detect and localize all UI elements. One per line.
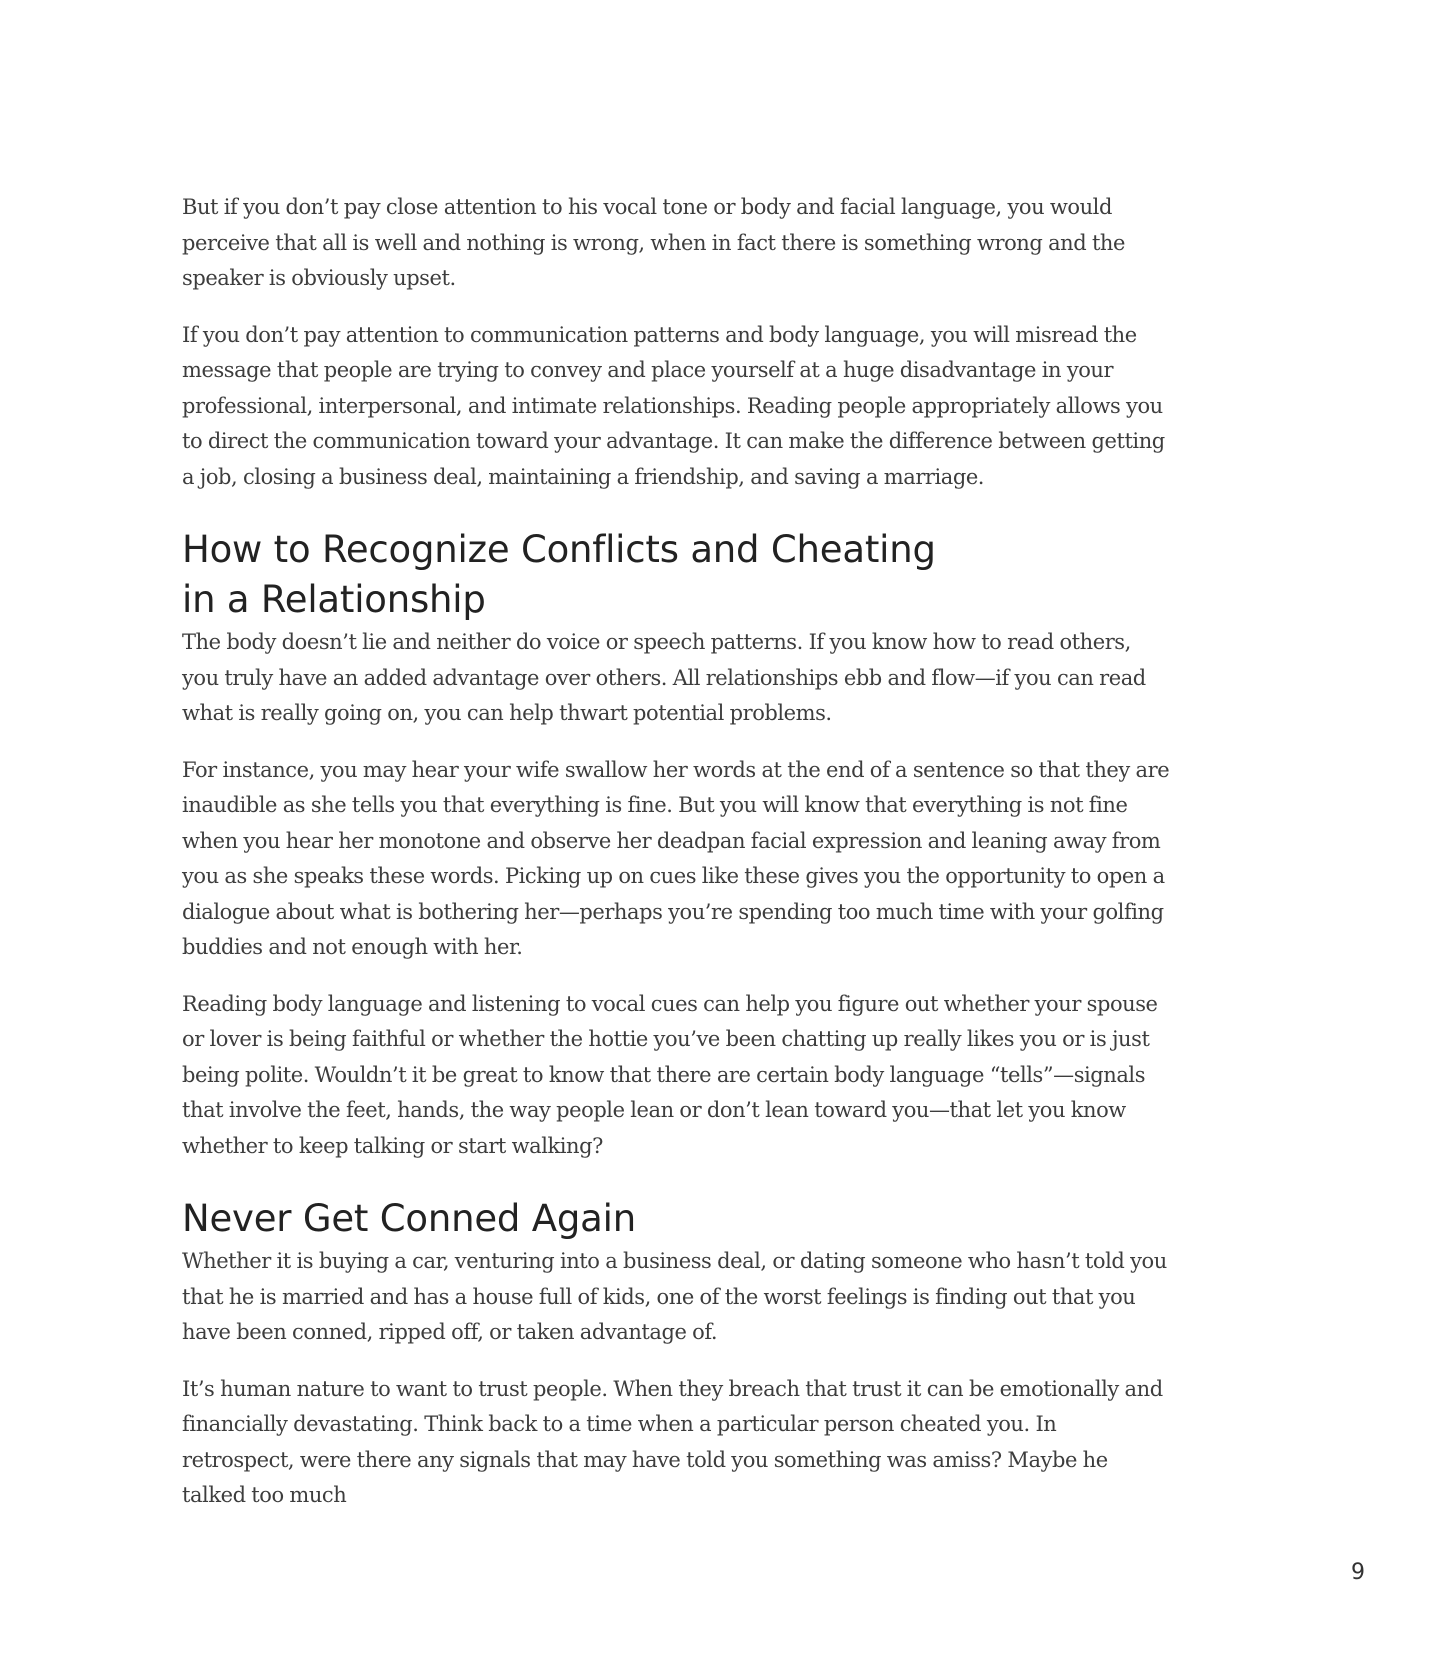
relationship-paragraph-1: The body doesn’t lie and neither do voice or speech patterns. If you know how to read others, you truly have an added advantage over others. All relationships ebb and flow—if you can read what is really going on, you can help thwart potential problems. bbox=[182, 630, 1146, 725]
heading-line-2: in a Relationship bbox=[182, 578, 486, 621]
conned-paragraph-2: It’s human nature to want to trust people. When they breach that trust it can be emotionally and financially devastating. Think back to a time when a particular person cheated you. In retrospect, were there any signals that may have told you something was amiss? Maybe he talked too much bbox=[182, 1376, 1163, 1507]
heading-text: Never Get Conned Again bbox=[182, 1197, 636, 1240]
intro-paragraph-2: If you don’t pay attention to communication patterns and body language, you will misread the message that people are trying to convey and place yourself at a huge disadvantage in your professional, interpersonal, and intimate relationships. Reading people appropriately allows you to direct the communication toward your advantage. It can make the difference between getting a job, closing a business deal, maintaining a friendship, and saving a marriage. bbox=[182, 322, 1165, 489]
page-body bbox=[182, 190, 1172, 1535]
section-heading-conned bbox=[182, 1194, 1172, 1244]
relationship-paragraph-2: For instance, you may hear your wife swallow her words at the end of a sentence so that they are inaudible as she tells you that everything is fine. But you will know that everything is not fine when you hear her monotone and observe her deadpan facial expression and leaning away from you as she speaks these words. Picking up on cues like these gives you the opportunity to open a dialogue about what is bothering her—perhaps you’re spending too much time with your golfing buddies and not enough with her. bbox=[182, 757, 1170, 959]
intro-paragraph-1: But if you don’t pay close attention to his vocal tone or body and facial language, you would perceive that all is well and nothing is wrong, when in fact there is something wrong and the speaker is obviously upset. bbox=[182, 195, 1125, 290]
heading-line-1: How to Recognize Conflicts and Cheating bbox=[182, 528, 936, 571]
section-heading-relationship bbox=[182, 525, 1172, 625]
conned-paragraph-1: Whether it is buying a car, venturing into a business deal, or dating someone who hasn’t told you that he is married and has a house full of kids, one of the worst feelings is finding out that you have been conned, ripped off, or taken advantage of. bbox=[182, 1249, 1167, 1344]
relationship-paragraph-3: Reading body language and listening to vocal cues can help you figure out whether your spouse or lover is being faithful or whether the hottie you’ve been chatting up really likes you or is just being polite. Wouldn’t it be great to know that there are certain body language “tells”—signals that involve the feet, hands, the way people lean or don’t lean toward you—that let you know whether to keep talking or start walking? bbox=[182, 991, 1158, 1158]
page-number: 9 bbox=[1351, 1560, 1365, 1585]
